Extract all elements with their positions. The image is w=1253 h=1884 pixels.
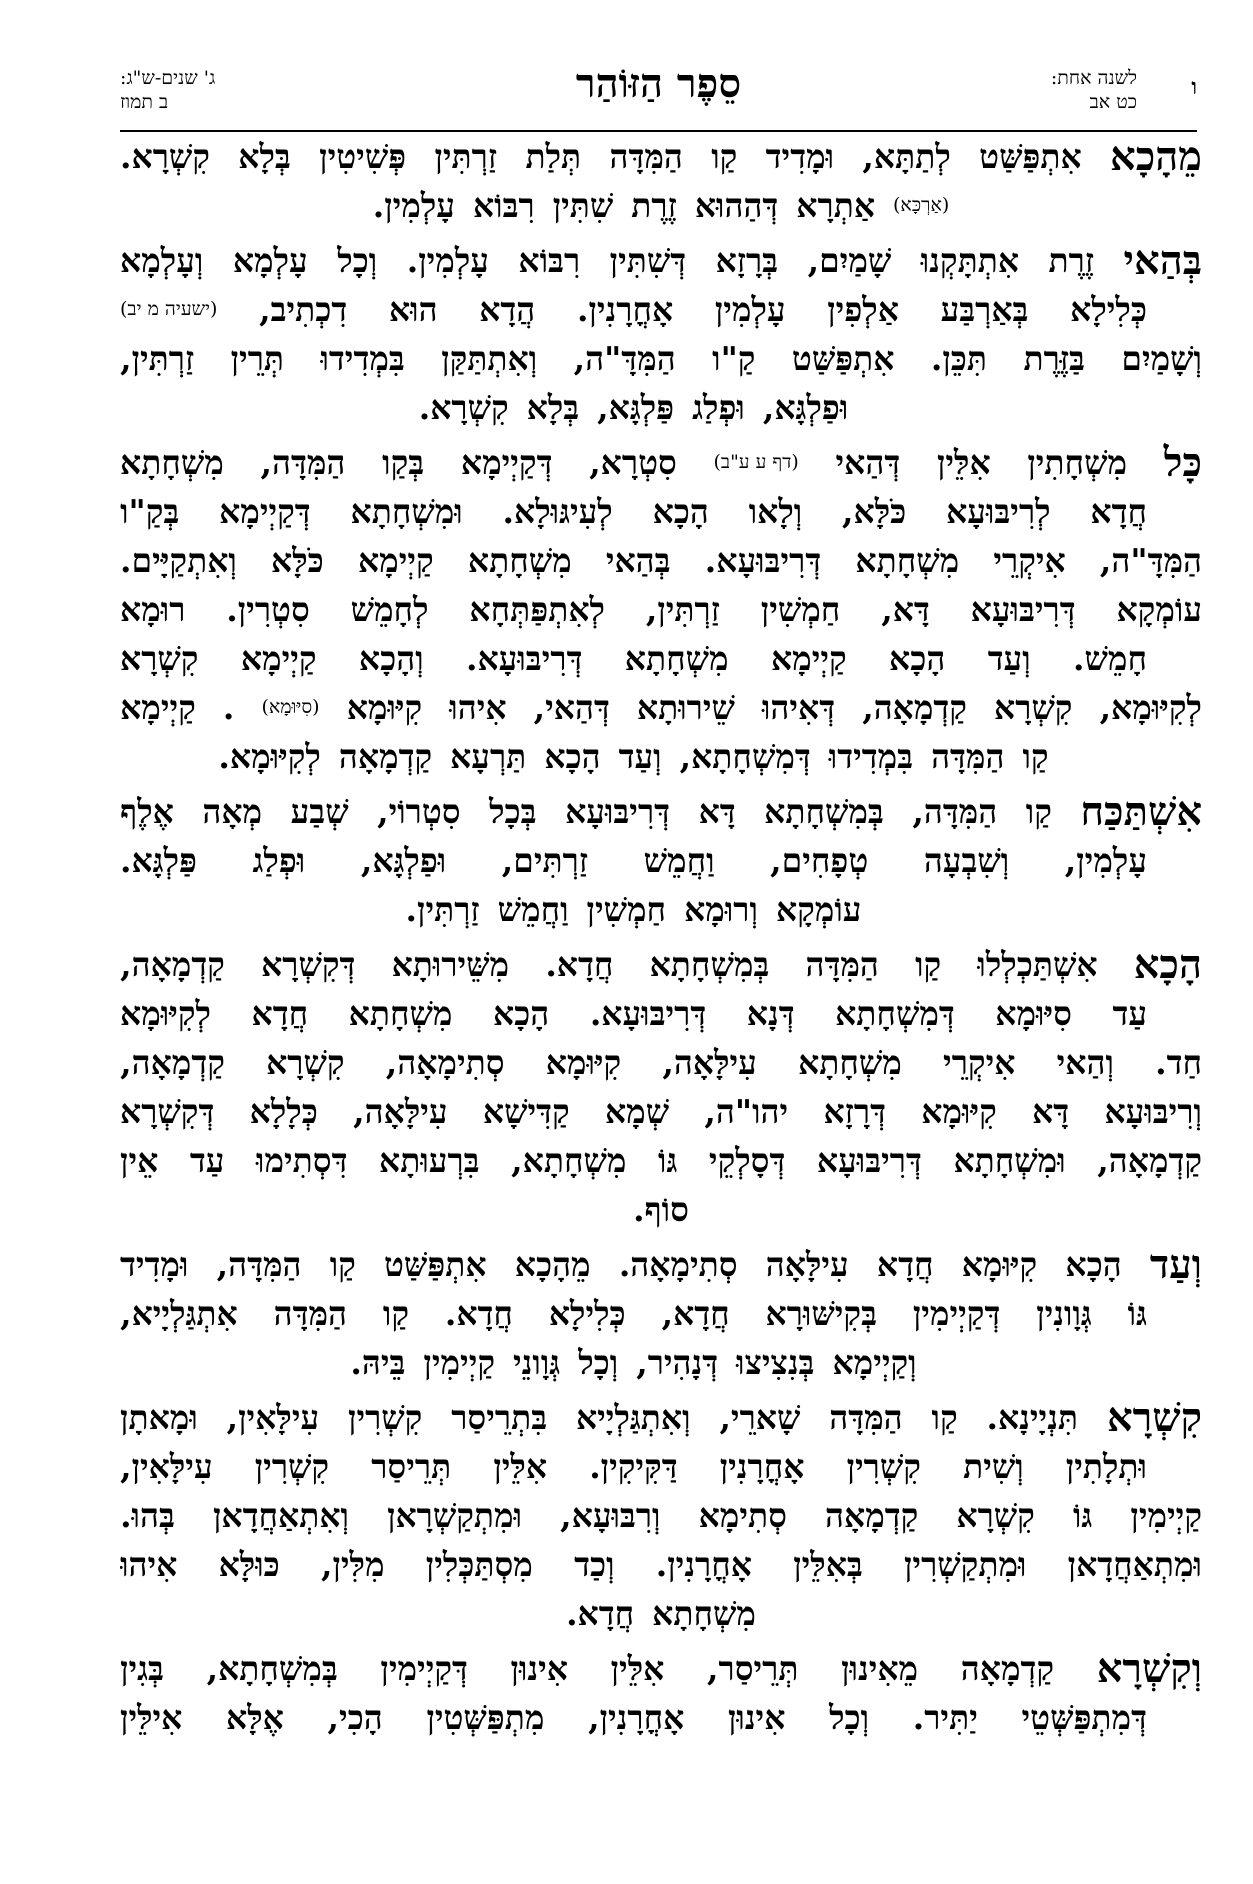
paragraph bbox=[120, 940, 1202, 1234]
page-number: ו bbox=[1191, 74, 1197, 100]
text-line: קַדְמָאָה, וּמִשְׁחָתָא דְּרִיבּוּעָא דְּסָלְקֵי גּוֹ מִשְׁחָתָא, בִּרְעוּתָא דִּסְתִימוּ עַד אֵין bbox=[120, 1140, 1202, 1180]
paragraph bbox=[120, 787, 1202, 934]
text-line: סוֹף. bbox=[633, 1189, 689, 1229]
paragraph bbox=[120, 1393, 1202, 1638]
text-line: בְּהַאי זֶרֶת אִתְתָּקְנוּ שָׁמַיִם, בְּרָזָא דְּשִׁתִּין רִבּוֹא עָלְמִין. וְכָל עָלְמָא וְעָלְמָא bbox=[120, 237, 1202, 284]
text-line: וְשָׁמַיִם בַּזֶּרֶת תִּכֵּן. אִתְפַּשַּׁט קַ"ו הַמִּדָּ"ה, וְאִתְתַּקַּן בִּמְדִידוּ תְּרֵין זַרְתִּין, bbox=[120, 338, 1202, 378]
header-left-line1: ג' שנים-ש"ג: bbox=[120, 67, 216, 89]
text-line: גּוֹ גְּוָונִין דְּקַיְימִין בְּקִישּׁוּרָא חֲדָא, כְּלִילָא חֲדָא. קַו הַמִּדָּה אִתְגַּלְיָיא, bbox=[120, 1293, 1147, 1333]
text-line: (אַרְכָּא) אַתְרָא דְּהַהוּא זֶרֶת שִׁתִּין רִבּוֹא עָלְמִין. bbox=[372, 185, 950, 225]
text-line: וְקַיְימָא בְּנִצִיצוּ דְּנָהִיר, וְכָל גְּוָונֵי קַיְימִין בֵּיהּ. bbox=[350, 1342, 917, 1382]
text-line: חֲדָא לְרִיבּוּעָא כֹּלָּא, וְלָאו הָכָא לְעִיגּוּלָא. וּמִשְׁחָתָא דְּקַיְימָא בְּקַ"ו bbox=[120, 491, 1147, 531]
text-line: עַד סִיּוּמָא דְּמִשְׁחָתָא דְּנָא דְּרִיבּוּעָא. הָכָא מִשְׁחָתָא חֲדָא לְקִיּוּמָא bbox=[120, 993, 1147, 1033]
header-study-schedule-right bbox=[1051, 66, 1137, 114]
header-right-line1: לשנה אחת: bbox=[1050, 67, 1137, 89]
paragraph bbox=[120, 438, 1202, 781]
text-line: מֵהָכָא אִתְפַּשַּׁט לְתַתָּא, וּמָדִיד קַו הַמִּדָּה תְּלַת זַרְתִּין פְּשִׁיטִין בְּלָא קִשְׁרָא. bbox=[120, 133, 1202, 180]
text-body bbox=[120, 132, 1202, 1748]
text-line: עוֹמְקָא דְּרִיבּוּעָא דָּא, חַמְשִׁין זַרְתִּין, לְאִתְפַּתְּחָא לְחָמֵשׁ סִטְרִין. רוּמָא bbox=[120, 589, 1202, 629]
header-right-line2: כט אב bbox=[1089, 91, 1137, 113]
text-line: וּמִתְאַחֲדָאן וּמִתְקַשְׁרִין בְּאִלֵּין אָחֳרָנִין. וְכַד מִסְתַּכְּלִין מִלִּין, כּוּלָּא אִיהוּ bbox=[120, 1544, 1202, 1584]
text-line: וְרִיבּוּעָא דָּא קִיּוּמָא דְּרָזָא יהו"ה, שְׁמָא קַדִּישָׁא עִילָּאָה, כְּלָלָא דְּקִשְׁרָא bbox=[120, 1091, 1202, 1131]
text-line: וְעַד הָכָא קִיּוּמָא חֲדָא עִילָּאָה סְתִימָאָה. מֵהָכָא אִתְפַּשַּׁט קַו הַמִּדָּה, וּמָדִיד bbox=[120, 1241, 1202, 1288]
book-title: סֵפֶר הַזּוֹהַר bbox=[575, 60, 742, 107]
text-line: כְּלִילָא בְּאַרְבַּע אַלְפִין עָלְמִין אָחֳרָנִין. הֲדָא הוּא דִכְתִיב, (ישעיה מ יב) bbox=[120, 289, 1147, 329]
text-line: קַיְימִין גּוֹ קִשְׁרָא קַדְמָאָה סְתִימָא וְרִבּוּעָא, וּמִתְקַשְׁרָאן וְאִתְאַחֲדָאן בְּהוּ. bbox=[120, 1495, 1202, 1535]
text-line: הַמִּדָּ"ה, אִיקְרֵי מִשְׁחָתָא דְּרִיבּוּעָא. בְּהַאי מִשְׁחָתָא קַיְימָא כֹּלָּא וְאִתְקַיָּים. bbox=[120, 540, 1202, 580]
text-line: לְקִיּוּמָא, קִשְׁרָא קַדְמָאָה, דְּאִיהוּ שֵׁירוּתָא דְּהַאי, אִיהוּ קִיּוּמָא (סִיּוּמָא) . קַיְימָא bbox=[120, 687, 1202, 727]
text-line: עָלְמִין, וְשִׁבְעָה טְפָחִים, וַחֲמֵשׁ זַרְתִּים, וּפַלְגָּא, וּפְלַג פַּלְגָּא. bbox=[120, 840, 1147, 880]
text-line: אִשְׁתַּכַּח קַו הַמִּדָּה, בְּמִשְׁחָתָא דָּא דְּרִיבּוּעָא בְּכָל סִטְרוֹי, שְׁבַע מְאָה אֶלֶף bbox=[120, 788, 1202, 835]
text-line: וְקִשְׁרָא קַדְמָאָה מֵאִינוּן תְּרֵיסַר, אִלֵּין אִינוּן דְּקַיְימִין בְּמִשְׁחָתָא, בְּגִין bbox=[120, 1645, 1202, 1692]
text-line: וּפַלְגָּא, וּפְלַג פַּלְגָּא, בְּלָא קִשְׁרָא. bbox=[418, 387, 849, 427]
text-line: עוֹמְקָא וְרוּמָא חַמְשִׁין וַחֲמֵשׁ זַרְתִּין. bbox=[405, 889, 862, 929]
text-line: חָמֵשׁ. וְעַד הָכָא קַיְימָא מִשְׁחָתָא דְּרִיבּוּעָא. וְהָכָא קַיְימָא קִשְׁרָא bbox=[120, 638, 1147, 678]
paragraph bbox=[120, 1644, 1202, 1742]
text-line: כָּל מִשְׁחָתִין אִלֵּין דְּהַאי (דף ע ע"ב) סִטְרָא, דְּקַיְימָא בְּקַו הַמִּדָּה, מִשְׁחָתָא bbox=[120, 439, 1202, 486]
text-line: וּתְלָתִין וְשִׁית קִשְׁרִין אָחֳרָנִין דַּקִּיקִין. אִלֵּין תְּרֵיסַר קִשְׁרִין עִילָּאִין, bbox=[120, 1446, 1147, 1486]
text-line: חַד. וְהַאי אִיקְרֵי מִשְׁחָתָא עִילָּאָה, קִיּוּמָא סְתִימָאָה, קִשְׁרָא קַדְמָאָה, bbox=[120, 1042, 1202, 1082]
paragraph bbox=[120, 132, 1202, 230]
paragraph bbox=[120, 236, 1202, 432]
text-line: קַו הַמִּדָּה בִּמְדִידוּ דְּמִשְׁחָתָא, וְעַד הָכָא תַּרְעָא קַדְמָאָה לְקִיּוּמָא. bbox=[218, 736, 1049, 776]
text-line: דְּמִתְפַּשְּׁטֵי יַתִּיר. וְכָל אִינוּן אָחֳרָנִין, מִתְפַּשְּׁטִין הָכִי, אֶלָּא אִילֵּין bbox=[120, 1697, 1147, 1737]
paragraph bbox=[120, 1240, 1202, 1387]
header-study-schedule-left bbox=[120, 66, 215, 114]
text-line: הָכָא אִשְׁתַּכְלְלוּ קַו הַמִּדָּה בְּמִשְׁחָתָא חֲדָא. מִשֵּׁירוּתָא דְּקִשְׁרָא קַדְמָאָה, bbox=[120, 941, 1202, 988]
running-header bbox=[120, 56, 1197, 126]
text-line: קִשְׁרָא תִּנְיָינָא. קַו הַמִּדָּה שָׁארֵי, וְאִתְגַּלְיָיא בִּתְרֵיסַר קִשְׁרִין עִילָּאִין, וּמָאתָן bbox=[120, 1394, 1202, 1441]
header-left-line2: ב תמוז bbox=[120, 91, 169, 113]
text-line: מִשְׁחָתָא חֲדָא. bbox=[566, 1593, 756, 1633]
